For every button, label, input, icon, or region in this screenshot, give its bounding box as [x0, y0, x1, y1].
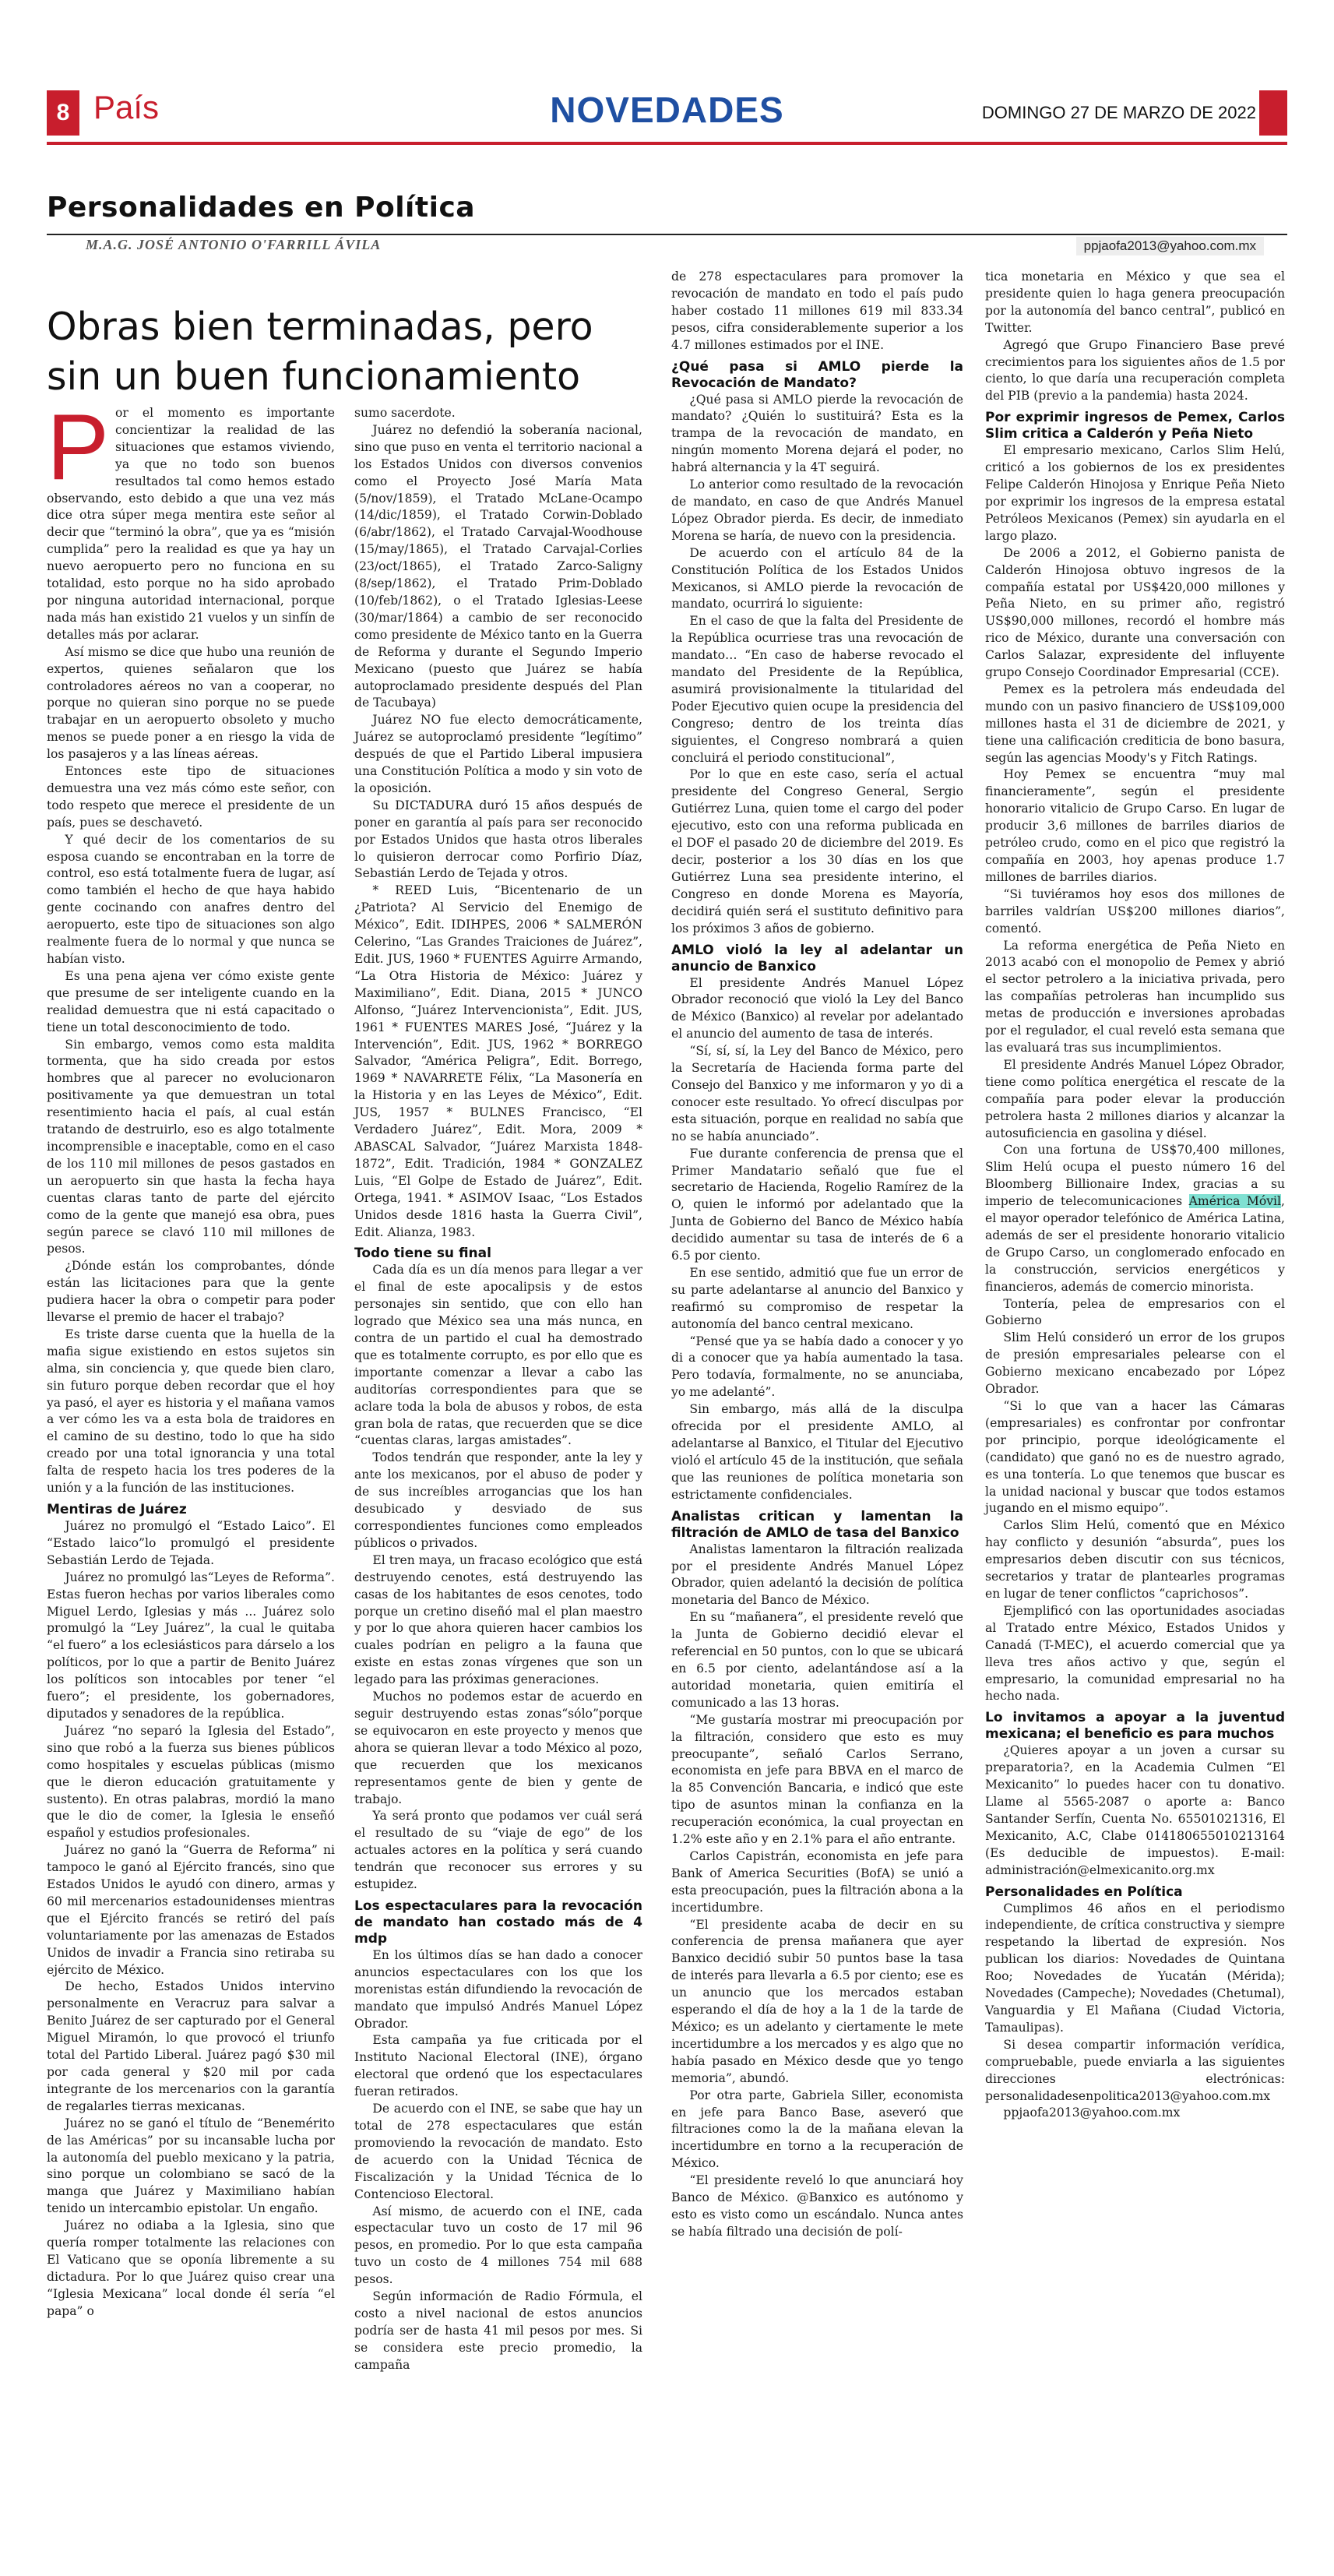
subheading: Todo tiene su final — [354, 1246, 491, 1262]
paragraph: Es triste darse cuenta que la huella de la mafia sigue existiendo en estos sujetos sin alma, sin conciencia y, que quede bien claro, sin futuro porque deben recordar que el hoy ya pasó, el ayer es historia y el mañana vamos a ver cómo les va a esta bola de traidores en el camino de su destino, todo lo que ha sido creado por una total ignorancia y una total falta de respeto hacia los tres poderes de la unión y a la función de las instituciones. — [47, 1327, 335, 1496]
paragraph: ¿Qué pasa si AMLO pierde la revocación de mandato? ¿Quién lo sustituirá? Esta es la trampa de la revocación de mandato, en ningún momento Morena dejará el poder, no habrá alternancia y la 4T seguirá. — [671, 392, 963, 475]
author-email[interactable]: ppjaofa2013@yahoo.com.mx — [1076, 237, 1264, 255]
paragraph: Por lo que en este caso, sería el actual presidente del Congreso General, Sergio Gutiérrez Luna, quien tome el cargo del poder ejecutivo, esto con una reforma publicada en el DOF el pasado 20 de diciembre del 2019. Es decir, posterior a los 30 días en los que Gutiérrez Luna sea presidente interino, el Congreso en donde Morena es Mayoría, decidirá quién será el sustituto definitivo para los próximos 3 años de gobierno. — [671, 767, 963, 936]
paragraph: sumo sacerdote. — [354, 406, 456, 420]
subheading: ¿Qué pasa si AMLO pierde la Revocación de Mandato? — [671, 358, 963, 391]
paragraph: “Me gustaría mostrar mi preocupación por la filtración, considero que esto es muy preocupante”, señaló Carlos Serrano, economista en jefe para BBVA en el marco de la 85 Convención Bancaria, e indicó que este tipo de asuntos minan la confianza en la recuperación económica, la cual proyectan en 1.2% este año y en 2.1% para el año entrante. — [671, 1712, 963, 1847]
paragraph: Carlos Capistrán, economista en jefe para Bank of America Securities (BofA) se unió a esta preocupación, pues la filtración abona a la incertidumbre. — [671, 1848, 963, 1915]
paragraph: Ejemplificó con las oportunidades asociadas al Tratado entre México, Estados Unidos y Canadá (T-MEC), el acuerdo comercial que ya lleva tres años activo y que, según el empresario, la comunidad empresarial no ha hecho nada. — [985, 1603, 1285, 1704]
paragraph: Si desea compartir información verídica, compruebable, puede enviarla a las siguientes direcciones electrónicas: personalidadesenpolitica2013@yahoo.com.mx — [985, 2037, 1285, 2103]
byline: M.A.G. JOSÉ ANTONIO O'FARRILL ÁVILA — [86, 237, 382, 252]
paragraph: Juárez “no separó la Iglesia del Estado”, sino que robó a la fuerza sus bienes públicos como hospitales y escuelas públicas (mismo que le dieron educación gratuitamente y sustento). En otras palabras, mordió la mano que le dio de comer, la Iglesia le enseñó español y estudios profesionales. — [47, 1723, 335, 1841]
masthead: NOVEDADES — [550, 90, 784, 130]
paragraph: Y qué decir de los comentarios de su esposa cuando se encontraban en la torre de control, eso está totalmente fuera de lugar, así como también el hecho de que haya habido gente cocinando con anafres dentro del aeropuerto, este tipo de situaciones son algo realmente fuera de lo normal y que nunca se habían visto. — [47, 832, 335, 966]
article-column-3 — [671, 269, 963, 2241]
paragraph: El tren maya, un fracaso ecológico que está destruyendo cenotes, está destruyendo las casas de los habitantes de esos cenotes, todo porque un cretino diseñó mal el plan maestro y por lo que ahora quieren hacer cambios los cuales podrían en peligro a la fauna que existe en estas zonas vírgenes que son un legado para las próximas generaciones. — [354, 1552, 642, 1687]
paragraph: ¿Quieres apoyar a un joven a cursar su preparatoria?, en la Academia Culmen “El Mexicanito” lo puedes hacer con tu donativo. Llame al 5565-2087 o aporte a: Banco Santander Serfín, Cuenta No. 65501021316, El Mexicanito, A.C, Clabe 014180655010213164 (Es deducible de impuestos). E-mail: administración@elmexicanito.org.mx — [985, 1743, 1285, 1877]
paragraph: En ese sentido, admitió que fue un error de su parte adelantarse al anuncio del Banxico y reafirmó su compromiso de respetar la autonomía del banco central mexicano. — [671, 1265, 963, 1331]
paragraph: Fue durante conferencia de prensa que el Primer Mandatario señaló que fue el secretario de Hacienda, Rogelio Ramírez de la O, quien le informó por adelantado que la Junta de Gobierno del Banco de México había decidido aumentar su tasa de interés de 6 a 6.5 por ciento. — [671, 1146, 963, 1263]
paragraph: “El presidente acaba de decir en su conferencia de prensa mañanera que ayer Banxico decidió subir 50 puntos base la tasa de interés para llevarla a 6.5 por ciento; ese es un anuncio que los mercados estaban esperando el día de hoy a la 1 de la tarde de México; es un adelanto y ciertamente le mete incertidumbre a los mercados y es algo que no había pasado en México desde que yo tengo memoria”, abundó. — [671, 1917, 963, 2085]
header-tab — [1259, 90, 1287, 136]
drop-cap: P — [47, 395, 110, 499]
subheading: Analistas critican y lamentan la filtración de AMLO de tasa del Banxico — [671, 1508, 963, 1541]
byline-bar — [47, 234, 1287, 257]
page-number: 8 — [47, 90, 79, 136]
issue-date: DOMINGO 27 DE MARZO DE 2022 — [981, 103, 1256, 122]
paragraph: Slim Helú consideró un error de los grupos de presión empresariales pelearse con el Gobierno mexicano encabezado por López Obrador. — [985, 1330, 1285, 1397]
paragraph: Es una pena ajena ver cómo existe gente que presume de ser inteligente cuando en la realidad demuestra que ni está capacitado o tiene un total desconocimiento de todo. — [47, 968, 335, 1034]
paragraph: De hecho, Estados Unidos intervino personalmente en Veracruz para salvar a Benito Juárez de ser capturado por el General Miguel Miramón, lo que provocó el triunfo total del Partido Liberal. Juárez pagó $30 mil por cada general y $20 mil por cada integrante de los mercenarios con la garantía de regalarles tierras mexicanas. — [47, 1979, 335, 2113]
paragraph: Sin embargo, más allá de la disculpa ofrecida por el presidente AMLO, al adelantarse al Banxico, el Titular del Ejecutivo violó el artículo 45 de la institución, que señala que las reuniones de política monetaria son estrictamente confidenciales. — [671, 1402, 963, 1502]
article-column-2 — [354, 405, 642, 2374]
article-headline: Obras bien terminadas, pero sin un buen funcionamiento — [47, 304, 593, 399]
paragraph: Esta campaña ya fue criticada por el Instituto Nacional Electoral (INE), órgano electoral que ordenó que los espectaculares fueran retirados. — [354, 2033, 642, 2099]
paragraph: Cada día es un día menos para llegar a ver el final de este apocalipsis y de estos personajes sin sentido, que con ello han logrado que México sea una más nunca, en contra de un partido el cual ha demostrado que es totalmente corrupto, es por ello que es importante comenzar a llevar a cabo las auditorías correspondientes para que se aclare toda la bola de abusos y robos, de esta gran bola de ratas, que recuerden que se dice “cuentas claras, largas amistades”. — [354, 1263, 642, 1448]
article-column-4 — [985, 269, 1285, 2122]
page-header — [47, 86, 1287, 148]
paragraph: En su “mañanera”, el presidente reveló que la Junta de Gobierno decidió elevar el referencial en 50 puntos, con lo que se ubicará en 6.5 por ciento, adelantándose así a la autoridad monetaria, quien emitiría el comunicado a las 13 horas. — [671, 1610, 963, 1710]
paragraph: Todos tendrán que responder, ante la ley y ante los mexicanos, por el abuso de poder y de sus increíbles arrogancias que los han desubicado y desviado de sus correspondientes funciones como empleados públicos o privados. — [354, 1450, 642, 1550]
article-column-1 — [47, 395, 335, 2321]
subheading: Personalidades en Política — [985, 1884, 1183, 1900]
paragraph: Así mismo, de acuerdo con el INE, cada espectacular tuvo un costo de 17 mil 96 pesos, en promedio. Por lo que esta campaña tuvo un costo de 4 millones 754 mil 688 pesos. — [354, 2204, 642, 2287]
subheading: Mentiras de Juárez — [47, 1502, 187, 1517]
subheading: Los espectaculares para la revocación de mandato han costado más de 4 mdp — [354, 1898, 642, 1947]
paragraph: El presidente Andrés Manuel López Obrador reconoció que violó la Ley del Banco de México (Banxico) al revelar por adelantado el anuncio del aumento de tasa de interés. — [671, 975, 963, 1041]
paragraph: Juárez no defendió la soberanía nacional, sino que puso en venta el territorio nacional a los Estados Unidos con diversos convenios como el Proyecto José María Mata (5/nov/1859), el Tratado McLane-Ocampo (14/dic/1859), el Tratado Corwin-Doblado (6/abr/1862), el Tratado Carvajal-Woodhouse (15/may/1865), el Tratado Carvajal-Corlies (23/oct/1865), el Tratado Zarco-Saligny (8/sep/1862), el Tratado Prim-Doblado (10/feb/1862), o el Tratado Iglesias-Leese (30/mar/1864) a cambio de ser reconocido como presidente de México tanto en la Guerra de Reforma y durante el Segundo Imperio Mexicano (puesto que Juárez se había autoproclamado presidente después del Plan de Tacubaya) — [354, 422, 642, 710]
paragraph: ppjaofa2013@yahoo.com.mx — [1003, 2106, 1181, 2120]
paragraph: Muchos no podemos estar de acuerdo en seguir destruyendo estas zonas“sólo”porque se equivocaron en este proyecto y menos que ahora se quieran llevar a todo México al pozo, que recuerden que los mexicanos representamos gente de bien y gente de trabajo. — [354, 1690, 642, 1806]
paragraph: ¿Dónde están los comprobantes, dónde están las licitaciones para que la gente pudiera hacer la obra o competir para poder llevarse el premio de hacer el trabajo? — [47, 1259, 335, 1325]
paragraph: Entonces este tipo de situaciones demuestra una vez más cómo este señor, con todo respeto que merece el presidente de un país, pues se deschavetó. — [47, 764, 335, 830]
paragraph: tica monetaria en México y que sea el presidente quien lo haga genera preocupación por la autonomía del banco central”, publicó en Twitter. — [985, 270, 1285, 335]
paragraph: En los últimos días se han dado a conocer anuncios espectaculares con los que los morenistas están difundiendo la revocación de mandato que impulsó Andrés Manuel López Obrador. — [354, 1947, 642, 2031]
paragraph: Juárez NO fue electo democráticamente, Juárez se autoproclamó presidente “legítimo” después de que el Partido Liberal impusiera una Constitución Política a modo y sin voto de la oposición. — [354, 713, 642, 795]
paragraph: Por el momento es importante concientizar la realidad de las situaciones que estamos viviendo, ya que no todo son buenos resultados tal como hemos estado observando, esto debido a que una vez más dice otra súper mega mentira este señor al decir que “terminó la obra”, que ya es “misión cumplida” pero la realidad es que ya hay un nuevo aeropuerto pero no funciona en su totalidad, esto porque no ha sido aprobado por ninguna autoridad internacional, porque nada más han existido 21 vuelos y un sinfín de detalles más por aclarar. — [47, 395, 335, 642]
paragraph: El presidente Andrés Manuel López Obrador, tiene como política energética el rescate de la compañía para poder elevar la producción petrolera hasta 2 millones diarios y alcanzar la autosuficiencia en gasolina y diésel. — [985, 1057, 1285, 1140]
paragraph: Analistas lamentaron la filtración realizada por el presidente Andrés Manuel López Obrador, quien adelantó la decisión de política monetaria del Banco de México. — [671, 1542, 963, 1608]
paragraph: De acuerdo con el artículo 84 de la Constitución Política de los Estados Unidos Mexicanos, si AMLO pierde la revocación de mandato, ocurrirá lo siguiente: — [671, 545, 963, 611]
section-name: País — [93, 89, 160, 125]
paragraph: Hoy Pemex se encuentra “muy mal financieramente”, según el presidente honorario vitalicio de Grupo Carso. En lugar de producir 3,6 millones de barriles diarios de petróleo crudo, como en el pico que registró la compañía en 2003, hoy apenas produce 1.7 millones de barriles diarios. — [985, 767, 1285, 884]
subheading: Por exprimir ingresos de Pemex, Carlos Slim critica a Calderón y Peña Nieto — [985, 410, 1285, 442]
paragraph: Juárez no promulgó las“Leyes de Reforma”. Estas fueron hechas por varios liberales como Miguel Lerdo, Iglesias y más ... Juárez solo promulgó la “Ley Juárez”, la cual le quitaba “el fuero” a los eclesiásticos para dárselo a los políticos, por lo que a partir de Benito Juárez los políticos son intocables por tener “el fuero”; el presidente, los gobernadores, diputados y senadores de la república. — [47, 1570, 335, 1721]
paragraph: * REED Luis, “Bicentenario de un ¿Patriota? Al Servicio del Enemigo de México”, Edit. IDIHPES, 2006 * SALMERÓN Celerino, “Las Grandes Traiciones de Juárez”, Edit. JUS, 1960 * FUENTES Aguirre Armando, “La Otra Historia de México: Juárez y Maximiliano”, Edit. Diana, 2015 * JUNCO Alfonso, “Juárez Intervencionista”, Edit. JUS, 1961 * FUENTES MARES José, “Juárez y la Intervención”, Edit. JUS, 1962 * BORREGO Salvador, “América Peligra”, Edit. Borrego, 1969 * NAVARRETE Félix, “La Masonería en la Historia y en las Leyes de México”, Edit. JUS, 1957 * BULNES Francisco, “El Verdadero Juárez”, Edit. Mora, 2009 * ABASCAL Salvador, “Juárez Marxista 1848-1872”, Edit. Tradición, 1984 * GONZALEZ Luis, “El Golpe de Estado de Juárez”, Edit. Ortega, 1941. * ASIMOV Isaac, “Los Estados Unidos desde 1816 hasta la Guerra Civil”, Edit. Alianza, 1983. — [354, 883, 642, 1239]
paragraph: Lo anterior como resultado de la revocación de mandato, en caso de que Andrés Manuel López Obrador pierda. Es decir, de inmediato Morena se haría, de nuevo con la presidencia. — [671, 477, 963, 543]
paragraph: Por otra parte, Gabriela Siller, economista en jefe para Banco Base, aseveró que filtraciones como la de la mañana elevan la incertidumbre en torno a la recuperación de México. — [671, 2088, 963, 2171]
paragraph: “Pensé que ya se había dado a conocer y yo di a conocer que ya había aumentado la tasa. Pero todavía, formalmente, no se anunciaba, yo me adelanté”. — [671, 1334, 963, 1400]
paragraph: “Sí, sí, sí, la Ley del Banco de México, pero la Secretaría de Hacienda forma parte del Consejo del Banxico y me informaron y yo di a conocer este resultado. Yo ofrecí disculpas por esta situación, porque en realidad no sabía que no se había anunciado”. — [671, 1044, 964, 1144]
paragraph: Juárez no ganó la “Guerra de Reforma” ni tampoco le ganó al Ejército francés, sino que Estados Unidos le ayudó con dinero, armas y 60 mil mercenarios estadounidenses mientras que el Ejército francés se retiró del país voluntariamente por las amenazas de Estados Unidos de invadir a Francia sino retiraba su ejército de México. — [47, 1843, 335, 1977]
paragraph: De acuerdo con el INE, se sabe que hay un total de 278 espectaculares que están promoviendo la revocación de mandato. Esto de acuerdo con la Unidad Técnica de Fiscalización y la Unidad Técnica de lo Contencioso Electoral. — [354, 2102, 642, 2201]
paragraph: Pemex es la petrolera más endeudada del mundo con un pasivo financiero de US$109,000 millones hasta el 31 de diciembre de 2021, y tiene una calificación crediticia de bono basura, según las agencias Moody's y Fitch Ratings. — [985, 682, 1285, 765]
paragraph: de 278 espectaculares para promover la revocación de mandato en todo el país pudo haber costado 11 millones 619 mil 833.34 pesos, cifra considerablemente superior a los 4.7 millones estimados por el INE. — [671, 270, 963, 352]
paragraph: El empresario mexicano, Carlos Slim Helú, criticó a los gobiernos de los ex presidentes Felipe Calderón Hinojosa y Enrique Peña Nieto por exprimir los ingresos de la empresa estatal Petróleos Mexicanos (Pemex) sin ayudarla en el largo plazo. — [985, 443, 1285, 543]
paragraph: Cumplimos 46 años en el periodismo independiente, de crítica constructiva y siempre respetando la libertad de expresión. Nos publican los diarios: Novedades de Quintana Roo; Novedades de Yucatán (Mérida); Novedades (Campeche); Novedades (Chetumal), Vanguardia y El Mañana (Ciudad Victoria, Tamaulipas). — [985, 1901, 1285, 2035]
paragraph: Sin embargo, vemos como esta maldita tormenta, que ha sido creada por estos hombres que al parecer no evolucionaron positivamente ya que demuestran un total resentimiento hacia el país, al cual están tratando de destruirlo, eso es algo totalmente incomprensible e inaceptable, como en el caso de los 110 mil millones de pesos gastados en un aeropuerto sin que hasta la fecha haya cuentas claras tanto de parte del ejército como de la gente que manejó esa obra, pues según parece se clavó 110 mil millones de pesos. — [47, 1037, 335, 1256]
highlighted-text: América Móvil — [1188, 1194, 1282, 1209]
paragraph: “Si lo que van a hacer las Cámaras (empresariales) es confrontar por confrontar por principio, porque ideológicamente el (candidato) que ganó no es de nuestro agrado, es una tontería. Lo que tenemos que buscar es la unidad nacional y buscar que todos estamos jugando en el mismo equipo”. — [985, 1399, 1285, 1516]
paragraph: Juárez no promulgó el “Estado Laico”. El “Estado laico”lo promulgó el presidente Sebastián Lerdo de Tejada. — [47, 1519, 335, 1567]
paragraph: Ya será pronto que podamos ver cuál será el resultado de su “viaje de ego” de los actuales actores en la política y será cuando tendrán que reconocer sus errores y su estupidez. — [354, 1809, 642, 1892]
paragraph: “El presidente reveló lo que anunciará hoy Banco de México. @Banxico es autónomo y esto es visto como un escándalo. Nunca antes se había filtrado una decisión de polí- — [671, 2173, 963, 2239]
paragraph: Según información de Radio Fórmula, el costo a nivel nacional de estos anuncios podría ser de hasta 41 mil pesos por mes. Si se considera este precio promedio, la campaña — [354, 2289, 642, 2372]
paragraph: Con una fortuna de US$70,400 millones, Slim Helú ocupa el puesto número 16 del Bloomberg Billionaire Index, gracias a su imperio de telecomunicaciones América Móvil, el mayor operador telefónico de América Latina, además de ser el presidente honorario vitalicio de Grupo Carso, un conglomerado enfocado en la construcción, servicios energéticos y financieros, además de comercio minorista. — [985, 1143, 1285, 1294]
paragraph: Juárez no odiaba a la Iglesia, sino que quería romper totalmente las relaciones con El Vaticano que se oponía libremente a su dictadura. Por lo que Juárez quiso crear una “Iglesia Mexicana” local donde él sería “el papa” o — [47, 2218, 335, 2318]
paragraph: “Si tuviéramos hoy esos dos millones de barriles valdrían US$200 millones diarios”, comentó. — [985, 886, 1285, 936]
paragraph: Así mismo se dice que hubo una reunión de expertos, quienes señalaron que los controladores aéreos no van a cooperar, no porque no quieran sino porque no se puede trabajar en un aeropuerto obsoleto y mucho menos se puede poner a en riesgo la vida de los pasajeros y a las líneas aéreas. — [47, 644, 335, 762]
paragraph: Carlos Slim Helú, comentó que en México hay conflicto y desunión “absurda”, pues los empresarios deben discutir con sus técnicos, secretarios y tratar de plantearles programas en lugar de tener conflictos “caprichosos”. — [985, 1518, 1285, 1601]
column-title: Personalidades en Política — [47, 192, 476, 224]
paragraph: En el caso de que la falta del Presidente de la República ocurriese tras una revocación de mandato… “En caso de haberse revocado el mandato del Presidente de la República, asumirá provisionalmente la titularidad del Poder Ejecutivo quien ocupe la presidencia del Congreso; dentro de los treinta días siguientes, el Congreso nombrará a quien concluirá el periodo constitucional”, — [671, 614, 963, 765]
subheading: AMLO violó la ley al adelantar un anuncio de Banxico — [671, 942, 963, 974]
paragraph: De 2006 a 2012, el Gobierno panista de Calderón Hinojosa obtuvo ingresos de la compañía estatal por US$420,000 millones y Peña Nieto, en su primer año, registró US$90,000 millones, recordó el hombre más rico de México, durante una conversación con Carlos Salazar, expresidente del influyente grupo Consejo Coordinador Empresarial (CCE). — [985, 545, 1285, 680]
paragraph: Agregó que Grupo Financiero Base prevé crecimientos para los siguientes años de 1.5 por ciento, lo que daría una recuperación completa del PIB (previo a la pandemia) hasta 2024. — [985, 337, 1285, 403]
paragraph: Juárez no se ganó el título de “Benemérito de las Américas” por su incansable lucha por la autonomía del pueblo mexicano y la patria, sino porque un colombiano se sacó de la manga que Juárez y Maximiliano habían tenido un intercambio epistolar. Un engaño. — [47, 2116, 335, 2216]
paragraph: Su DICTADURA duró 15 años después de poner en garantía al país para ser reconocido por Estados Unidos que hasta otros liberales lo quisieron derrocar como Porfirio Díaz, Sebastián Lerdo de Tejada y otros. — [354, 798, 642, 881]
header-rule — [47, 142, 1287, 145]
paragraph: Tontería, pelea de empresarios con el Gobierno — [985, 1296, 1285, 1328]
paragraph: La reforma energética de Peña Nieto en 2013 acabó con el monopolio de Pemex y abrió el sector petrolero a la iniciativa privada, pero las compañías petroleras han incumplido sus metas de producción e inversiones aprobadas por el regulador, el cual reveló esta semana que las evaluará tras sus incumplimientos. — [985, 938, 1285, 1055]
subheading: Lo invitamos a apoyar a la juventud mexicana; el beneficio es para muchos — [985, 1710, 1285, 1743]
